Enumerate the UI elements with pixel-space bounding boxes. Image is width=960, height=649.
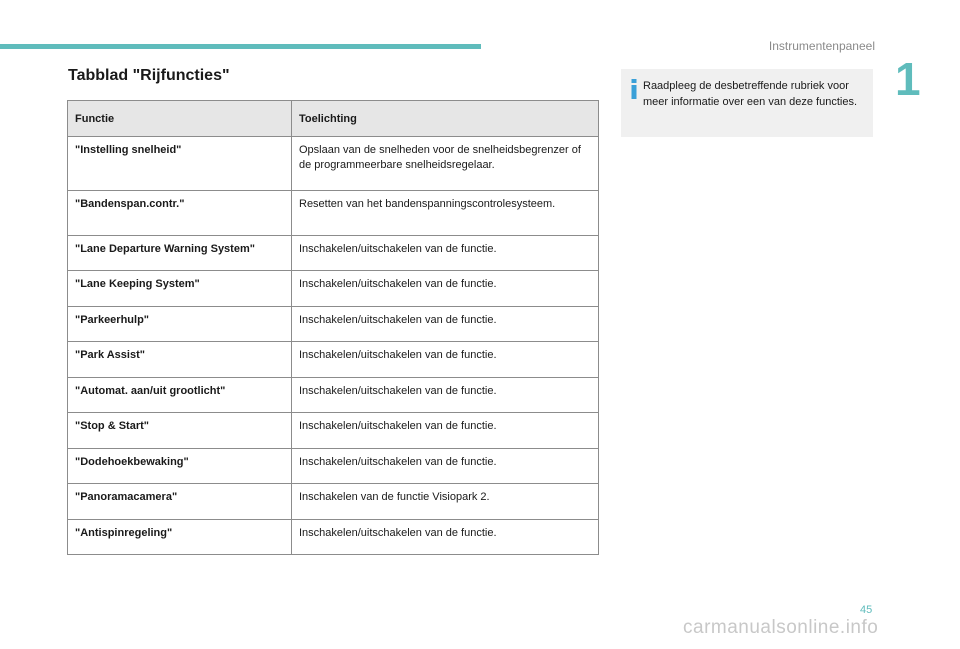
function-description: Opslaan van de snelheden voor de snelheidsbegrenzer of de programmeerbare snelheidsregelaar. (292, 137, 599, 191)
table-row (68, 413, 599, 449)
function-name: "Instelling snelheid" (68, 137, 292, 191)
table-row (68, 520, 599, 555)
table-row (68, 191, 599, 236)
header-explanation: Toelichting (292, 101, 599, 137)
function-description: Inschakelen/uitschakelen van de functie. (292, 520, 599, 555)
function-description: Resetten van het bandenspanningscontrolesysteem. (292, 191, 599, 236)
function-name: "Lane Departure Warning System" (68, 236, 292, 271)
chapter-number: 1 (895, 53, 921, 105)
function-description: Inschakelen/uitschakelen van de functie. (292, 449, 599, 484)
function-description: Inschakelen van de functie Visiopark 2. (292, 484, 599, 520)
table-row (68, 484, 599, 520)
function-name: "Automat. aan/uit grootlicht" (68, 378, 292, 413)
function-name: "Stop & Start" (68, 413, 292, 449)
table-header-row (68, 101, 599, 137)
function-name: "Park Assist" (68, 342, 292, 378)
page-number: 45 (860, 604, 873, 616)
section-name: Instrumentenpaneel (768, 39, 875, 53)
function-description: Inschakelen/uitschakelen van de functie. (292, 307, 599, 342)
watermark: carmanualsonline.info (683, 617, 879, 638)
function-name: "Dodehoekbewaking" (68, 449, 292, 484)
function-name: "Antispinregeling" (68, 520, 292, 555)
function-description: Inschakelen/uitschakelen van de functie. (292, 413, 599, 449)
table-row (68, 236, 599, 271)
function-description: Inschakelen/uitschakelen van de functie. (292, 342, 599, 378)
table-row (68, 378, 599, 413)
info-box (621, 69, 873, 137)
table-row (68, 307, 599, 342)
function-name: "Bandenspan.contr." (68, 191, 292, 236)
function-description: Inschakelen/uitschakelen van de functie. (292, 378, 599, 413)
table-row (68, 137, 599, 191)
table-row (68, 342, 599, 378)
function-description: Inschakelen/uitschakelen van de functie. (292, 271, 599, 307)
info-icon (631, 79, 637, 99)
table-row (68, 449, 599, 484)
functions-table (67, 100, 599, 555)
page-title: Tabblad "Rijfuncties" (68, 67, 230, 84)
table-row (68, 271, 599, 307)
info-text: Raadpleeg de desbetreffende rubriek voor meer informatie over een van deze functies. (643, 80, 858, 108)
header-function: Functie (68, 101, 292, 137)
header-accent-bar (0, 44, 481, 49)
function-name: "Panoramacamera" (68, 484, 292, 520)
function-name: "Lane Keeping System" (68, 271, 292, 307)
function-description: Inschakelen/uitschakelen van de functie. (292, 236, 599, 271)
function-name: "Parkeerhulp" (68, 307, 292, 342)
